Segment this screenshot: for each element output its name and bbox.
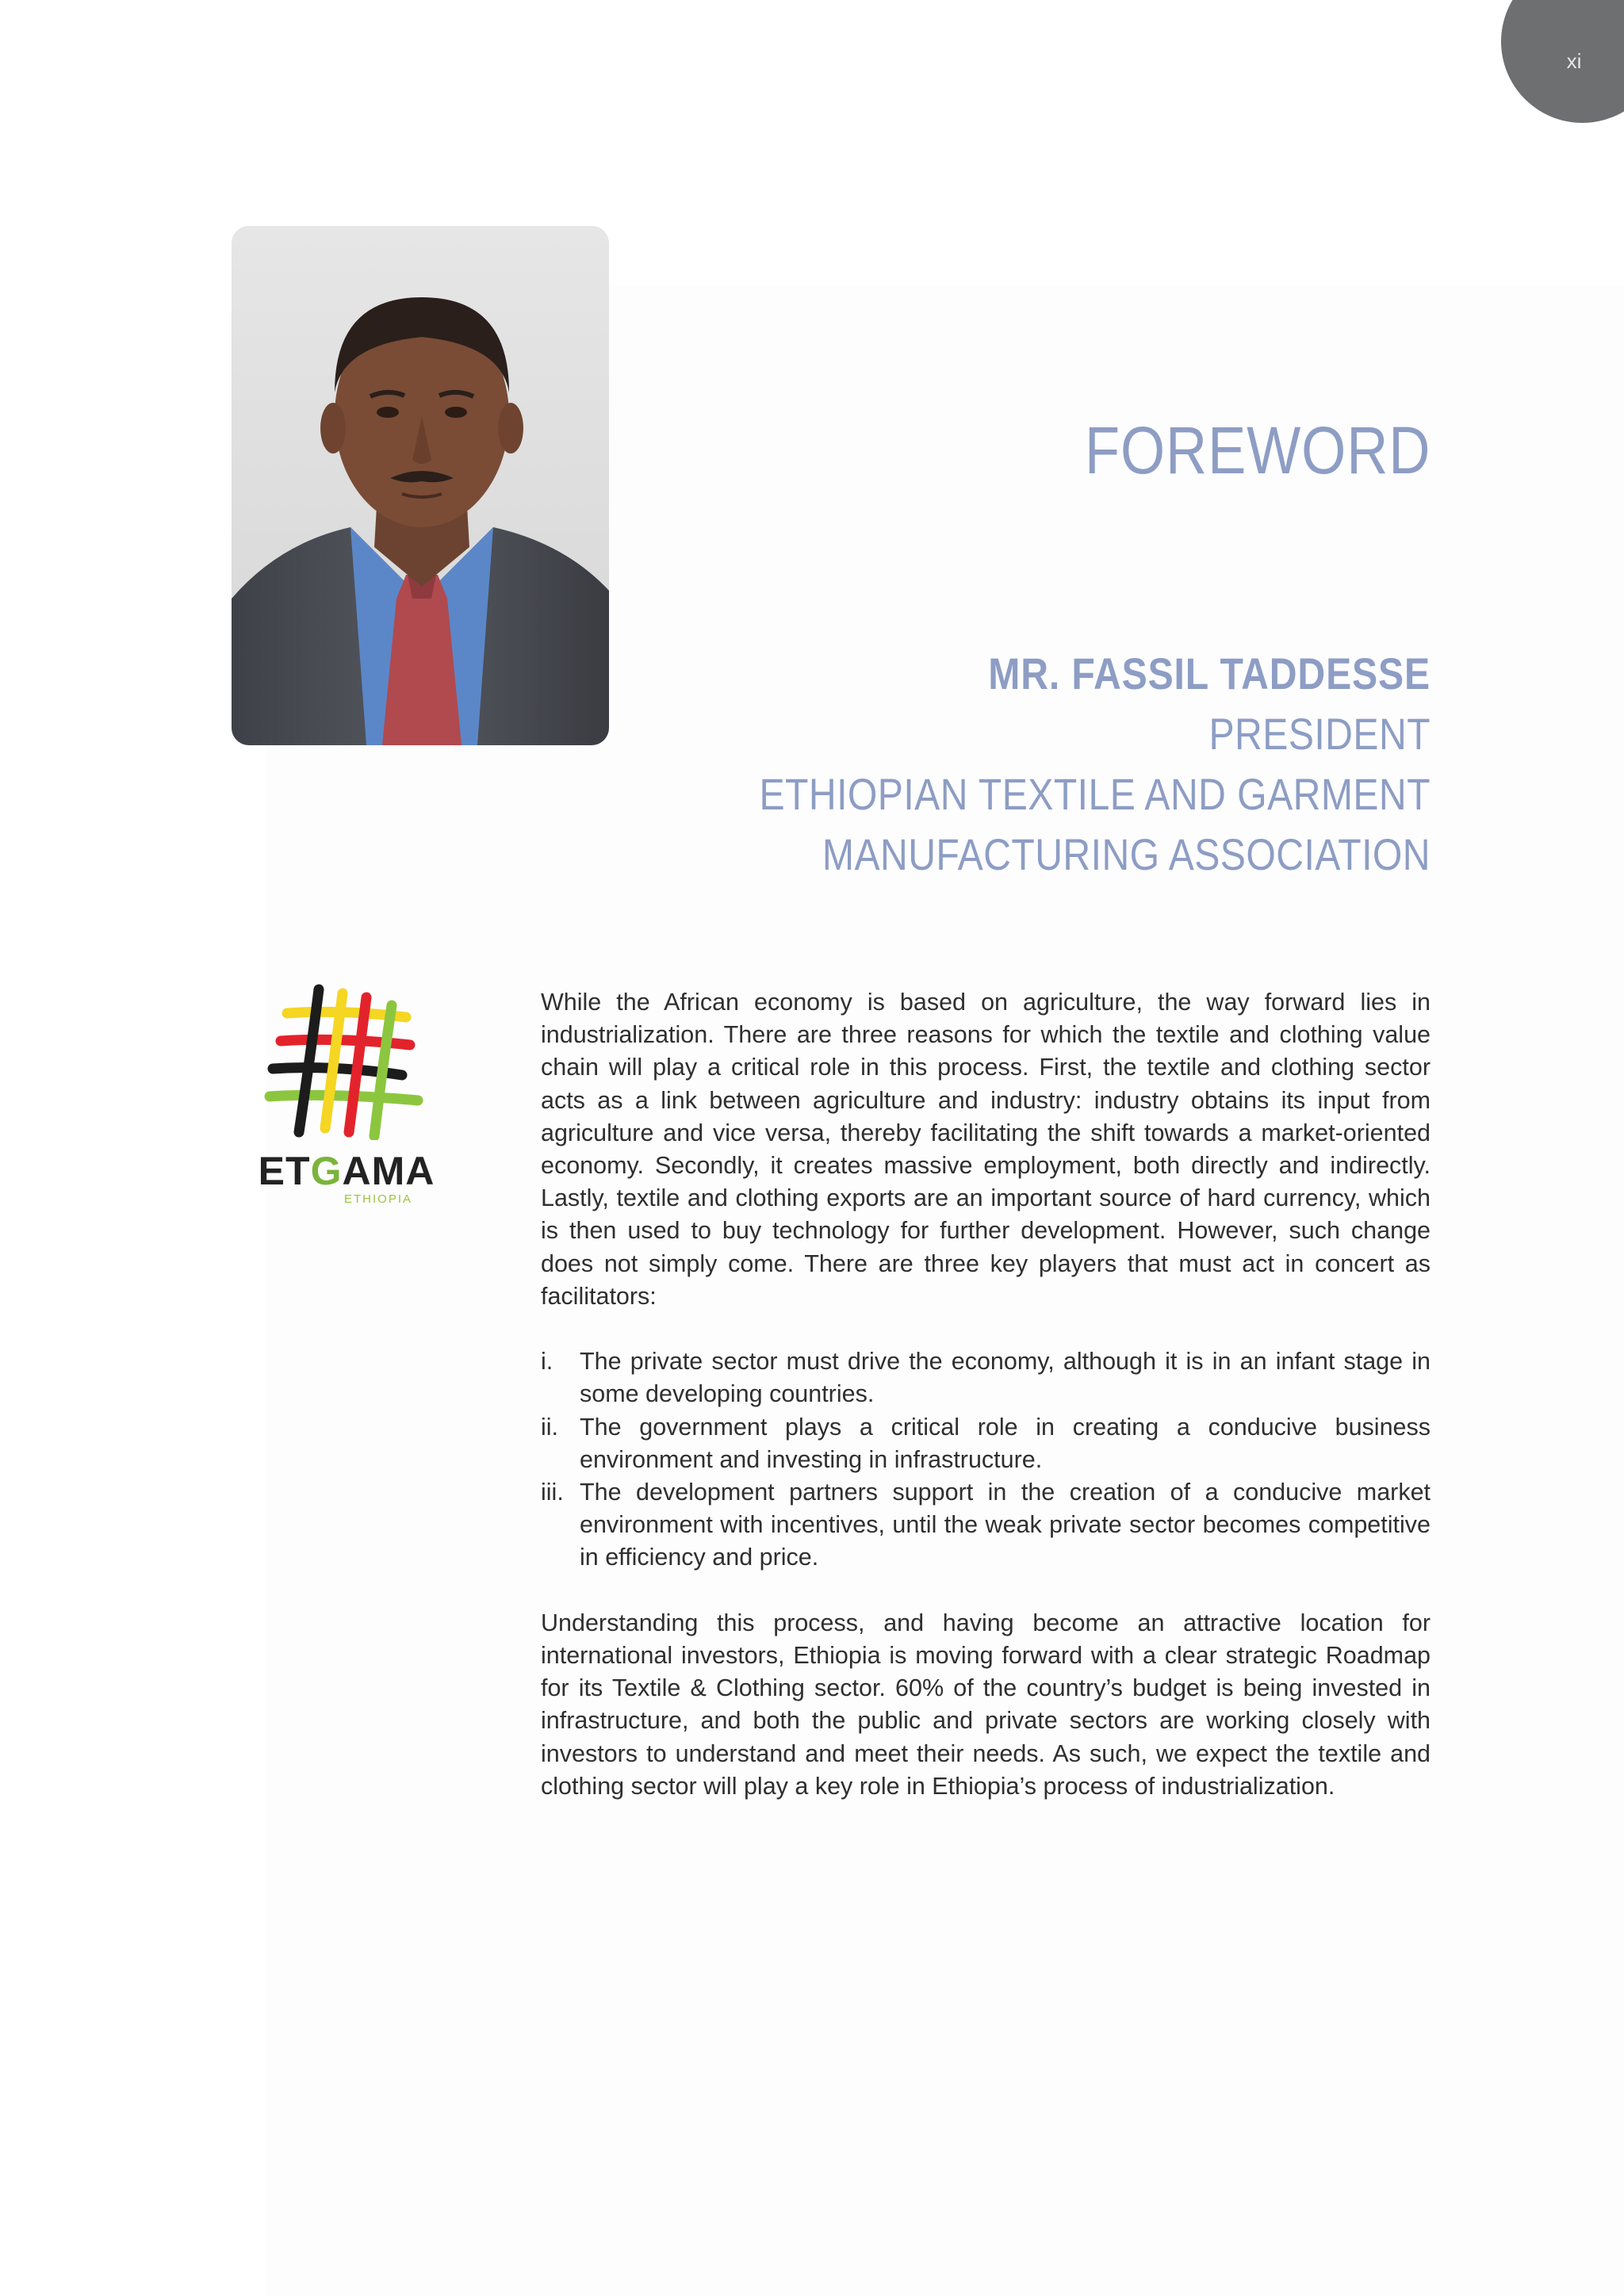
logo-wordmark: ETGAMA [258,1149,435,1193]
page-title: FOREWORD [1084,413,1431,488]
list-item [541,1345,1431,1410]
page-number: xi [1566,49,1582,73]
list-item-text: The government plays a critical role in creating a conducive business environment and investing in infrastructure. [580,1413,1431,1473]
author-portrait [232,226,609,745]
logo-subtitle: ETHIOPIA [344,1192,413,1206]
list-item-number: i. [541,1348,553,1376]
list-item-text: The development partners support in the creation of a conducive market environment with incentives, until the weak private sector becomes competitive in efficiency and price. [580,1479,1431,1571]
closing-paragraph: Understanding this process, and having become an attractive location for international investors, Ethiopia is moving forward with a clear strategic Roadmap for its Textile & Clothing sector. 60% of the country’s budget is being invested in infrastructure, and both the public and private sectors are working closely with investors to understand and meet their needs. As such, we expect the textile and clothing sector will play a key role in Ethiopia’s process of industrialization. [541,1609,1431,1800]
list-item-number: iii. [541,1479,564,1506]
author-title: PRESIDENT [1208,709,1431,759]
author-byline [749,644,1431,885]
list-item [541,1476,1431,1575]
intro-paragraph: While the African economy is based on agriculture, the way forward lies in industrialization. There are three reasons for which the textile and clothing value chain will play a critical role in this process. First, the textile and clothing sector acts as a link between agriculture and industry: industry obtains its input from agriculture and vice versa, thereby facilitating the shift towards a market-oriented economy. Secondly, it creates massive employment, both directly and indirectly. Lastly, textile and clothing exports are an important source of hard currency, which is then used to buy technology for further development. However, such change does not simply come. There are three key players that must act in concert as facilitators: [541,989,1431,1310]
author-organization-line1: ETHIOPIAN TEXTILE AND GARMENT [759,769,1431,819]
list-item-number: ii. [541,1413,559,1441]
facilitators-list [541,1345,1431,1574]
list-item-text: The private sector must drive the economy, although it is in an infant stage in some developing countries. [580,1348,1431,1408]
etgama-logo [255,982,438,1211]
list-item [541,1411,1431,1476]
author-name: MR. FASSIL TADDESSE [988,649,1431,698]
author-organization-line2: MANUFACTURING ASSOCIATION [822,829,1431,879]
foreword-body [541,986,1431,1835]
etgama-weave-mark [255,982,438,1140]
